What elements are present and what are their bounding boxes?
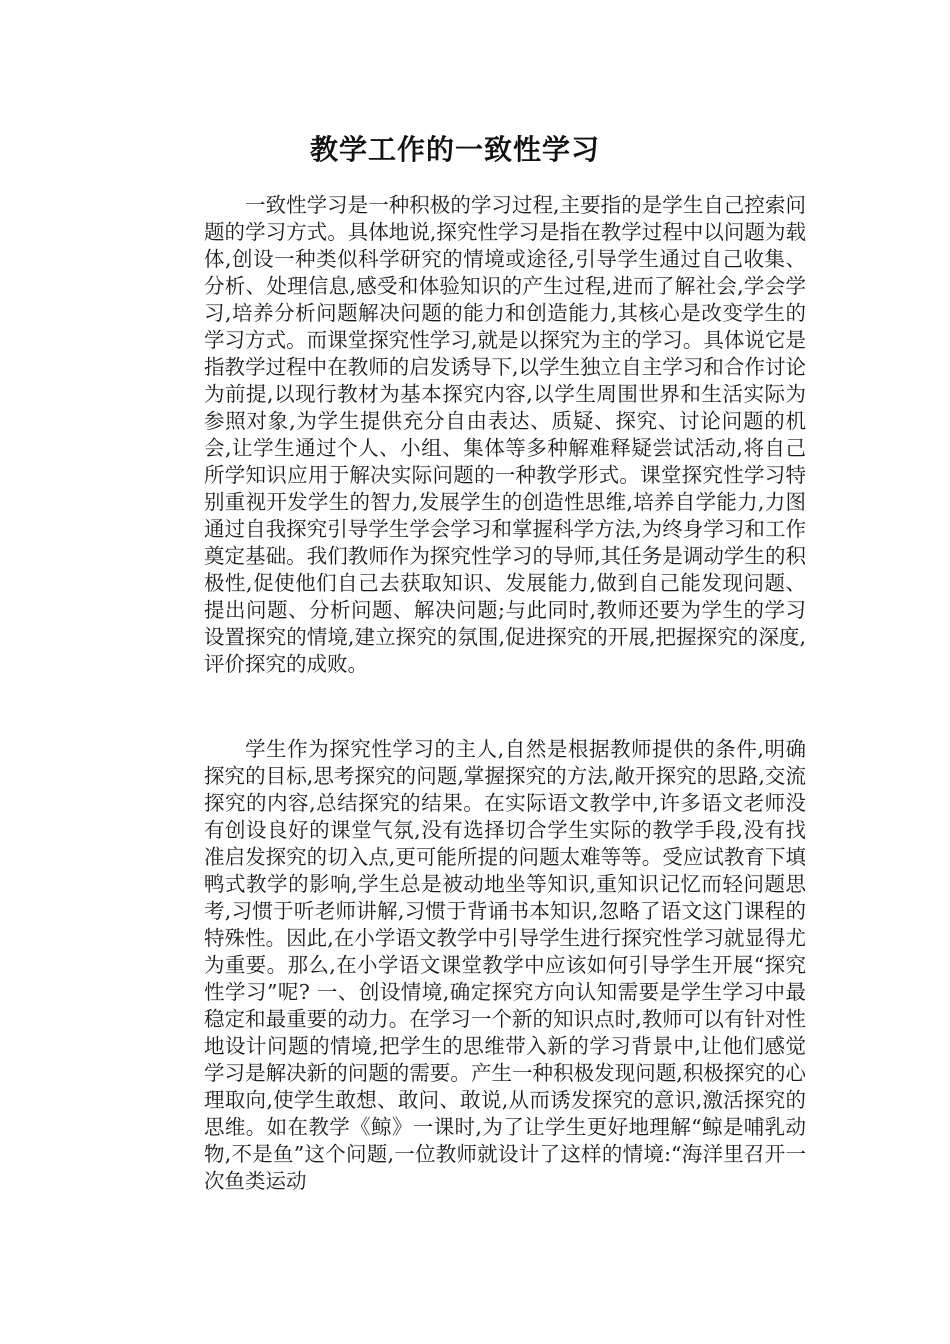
document-title: 教学工作的一致性学习 (309, 133, 600, 166)
paragraph-1: 一致性学习是一种积极的学习过程,主要指的是学生自己控索问题的学习方式。具体地说,探究性学习是指在教学过程中以问题为载体,创设一种类似科学研究的情境或途径,引导学生通过自己收集、分析、处理信息,感受和体验知识的产生过程,进而了解社会,学会学习,培养分析问题解决问题的能力和创造能力,其核心是改变学生的学习方式。而课堂探究性学习,就是以探究为主的学习。具体说它是指教学过程中在教师的启发诱导下,以学生独立自主学习和合作讨论为前提,以现行教材为基本探究内容,以学生周围世界和生活实际为参照对象,为学生提供充分自由表达、质疑、探究、讨论问题的机会,让学生通过个人、小组、集体等多种解难释疑尝试活动,将自己所学知识应用于解决实际问题的一种教学形式。课堂探究性学习特别重视开发学生的智力,发展学生的创造性思维,培养自学能力,力图通过自我探究引导学生学会学习和掌握科学方法,为终身学习和工作奠定基础。我们教师作为探究性学习的导师,其任务是调动学生的积极性,促使他们自己去获取知识、发展能力,做到自己能发现问题、提出问题、分析问题、解决问题;与此同时,教师还要为学生的学习设置探究的情境,建立探究的氛围,促进探究的开展,把握探究的深度,评价探究的成败。 (204, 193, 806, 676)
paragraph-2: 学生作为探究性学习的主人,自然是根据教师提供的条件,明确探究的目标,思考探究的问题,掌握探究的方法,敞开探究的思路,交流探究的内容,总结探究的结果。在实际语文教学中,许多语文老师没有创设良好的课堂气氛,没有选择切合学生实际的教学手段,没有找准启发探究的切入点,更可能所提的问题太难等等。受应试教育下填鸭式教学的影响,学生总是被动地坐等知识,重知识记忆而轻问题思考,习惯于听老师讲解,习惯于背诵书本知识,忽略了语文这门课程的特殊性。因此,在小学语文教学中引导学生进行探究性学习就显得尤为重要。那么,在小学语文课堂教学中应该如何引导学生开展“探究性学习”呢? 一、创设情境,确定探究方向认知需要是学生学习中最稳定和最重要的动力。在学习一个新的知识点时,教师可以有针对性地设计问题的情境,把学生的思维带入新的学习背景中,让他们感觉学习是解决新的问题的需要。产生一种积极发现问题,积极探究的心理取向,使学生敢想、敢问、敢说,从而诱发探究的意识,激活探究的思维。如在教学《鲸》一课时,为了让学生更好地理解“鲸是哺乳动物,不是鱼”这个问题,一位教师就设计了这样的情境:“海洋里召开一次鱼类运动 (204, 737, 806, 1193)
